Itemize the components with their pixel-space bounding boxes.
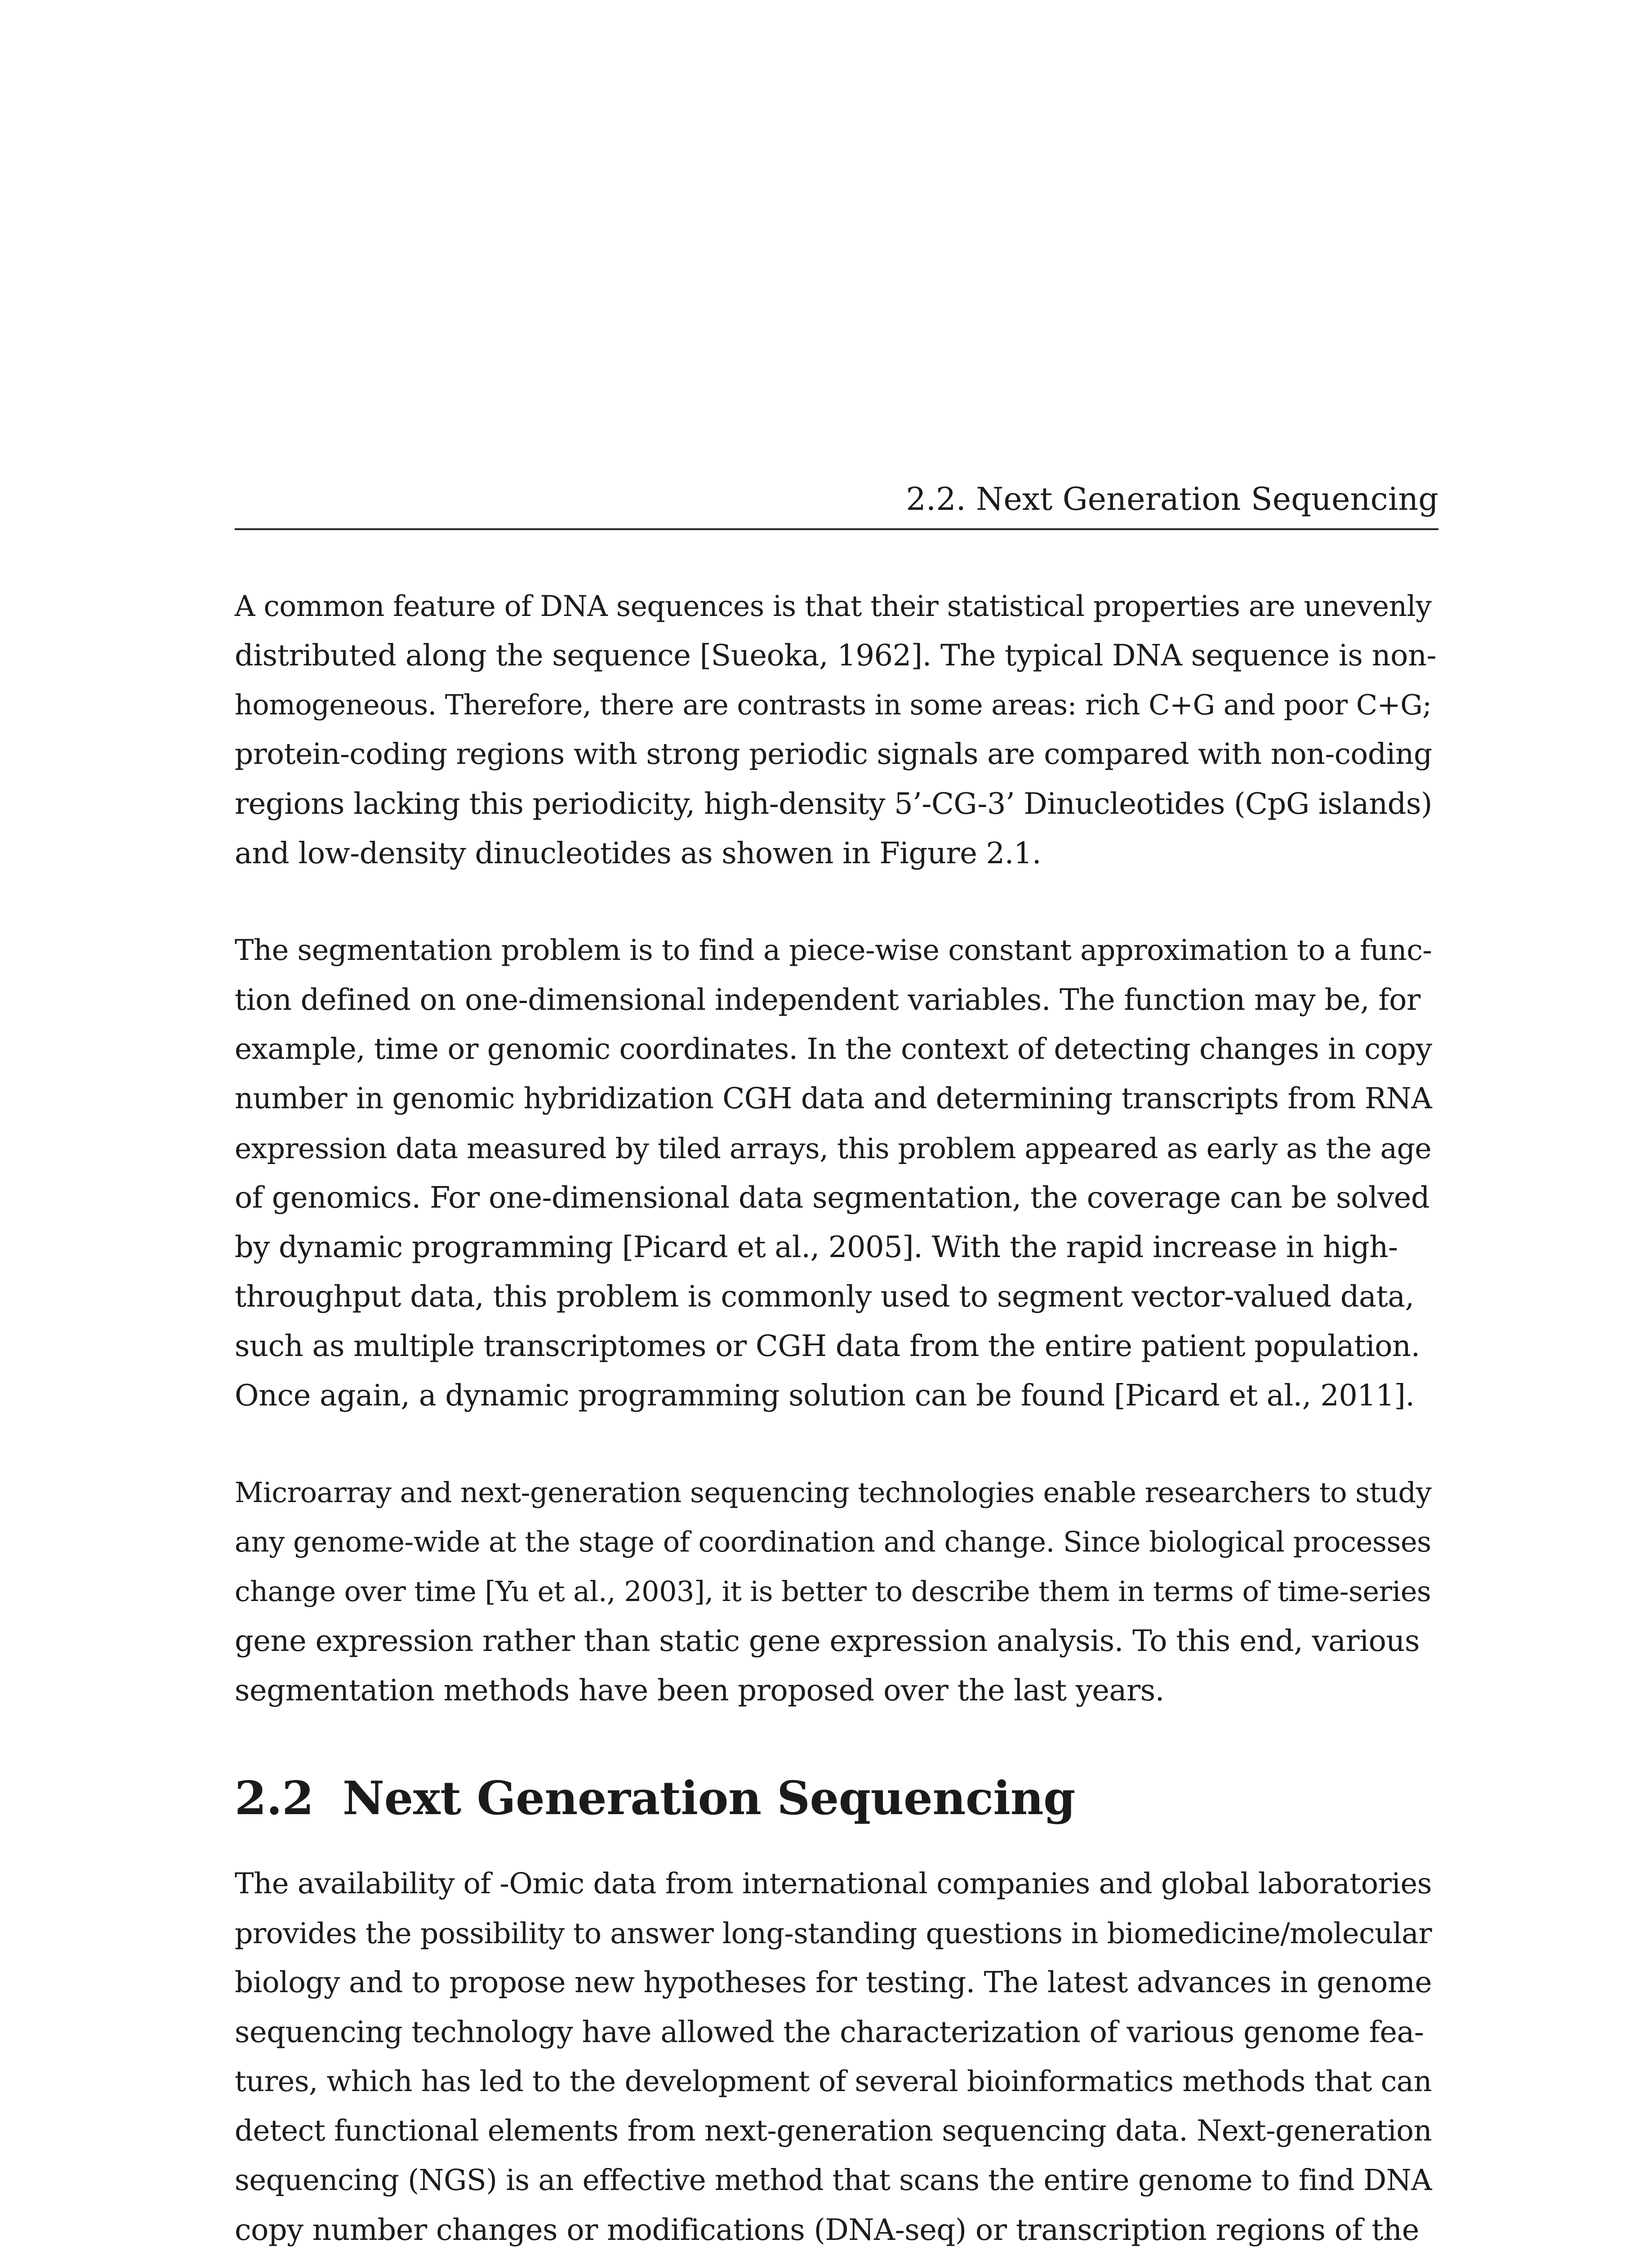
section-title: Next Generation Sequencing <box>343 1771 1075 1825</box>
text-line: sequencing technology have allowed the characterization of various genome fea- <box>235 2015 1424 2049</box>
text-line: gene expression rather than static gene expression analysis. To this end, various <box>235 1624 1420 1658</box>
text-line: Microarray and next-generation sequencing technologies enable researchers to study <box>235 1476 1432 1509</box>
text-line: and low-density dinucleotides as showen in Figure 2.1. <box>235 836 1042 870</box>
text-line: segmentation methods have been proposed over the last years. <box>235 1673 1164 1708</box>
paragraph-microarray <box>235 1468 1438 1715</box>
text-line: sequencing (NGS) is an effective method that scans the entire genome to find DNA <box>235 2163 1432 2197</box>
text-line: protein-coding regions with strong periodic signals are compared with non-coding <box>235 737 1432 771</box>
paragraph-segmentation-problem <box>235 926 1438 1420</box>
text-line: number in genomic hybridization CGH data and determining transcripts from RNA <box>235 1082 1432 1115</box>
running-header: 2.2. Next Generation Sequencing <box>906 481 1438 517</box>
text-line: such as multiple transcriptomes or CGH data from the entire patient population. <box>235 1329 1420 1363</box>
text-line: provides the possibility to answer long-standing questions in biomedicine/molecular <box>235 1917 1432 1950</box>
text-line: expression data measured by tiled arrays, this problem appeared as early as the age <box>235 1132 1432 1165</box>
text-line: of genomics. For one-dimensional data segmentation, the coverage can be solved <box>235 1181 1430 1215</box>
text-line: example, time or genomic coordinates. In the context of detecting changes in copy <box>235 1032 1432 1066</box>
text-line: detect functional elements from next-generation sequencing data. Next-generation <box>235 2114 1432 2148</box>
text-line: regions lacking this periodicity, high-density 5’-CG-3’ Dinucleotides (CpG islands) <box>235 787 1432 821</box>
paragraph-omic-data <box>235 1859 1438 2248</box>
paragraph-dna-heterogeneity <box>235 581 1438 878</box>
text-line: homogeneous. Therefore, there are contrasts in some areas: rich C+G and poor C+G; <box>235 688 1432 721</box>
text-line: copy number changes or modifications (DNA-seq) or transcription regions of the <box>235 2213 1419 2247</box>
text-line: by dynamic programming [Picard et al., 2005]. With the rapid increase in high- <box>235 1230 1398 1264</box>
text-line: Once again, a dynamic programming solution can be found [Picard et al., 2011]. <box>235 1378 1415 1413</box>
text-line: throughput data, this problem is commonly used to segment vector-valued data, <box>235 1280 1414 1314</box>
text-line: biology and to propose new hypotheses for testing. The latest advances in genome <box>235 1966 1432 1999</box>
text-line: distributed along the sequence [Sueoka, 1962]. The typical DNA sequence is non- <box>235 638 1436 673</box>
body-text <box>235 581 1438 2248</box>
text-line: any genome-wide at the stage of coordination and change. Since biological processes <box>235 1525 1431 1558</box>
text-line: The availability of -Omic data from international companies and global laboratories <box>235 1867 1432 1900</box>
header-rule <box>235 528 1438 530</box>
text-line: The segmentation problem is to find a piece-wise constant approximation to a func- <box>235 934 1432 967</box>
text-line: change over time [Yu et al., 2003], it is better to describe them in terms of time-series <box>235 1575 1431 1608</box>
section-number: 2.2 <box>235 1771 314 1825</box>
text-line: tures, which has led to the development of several bioinformatics methods that can <box>235 2065 1432 2098</box>
text-line: A common feature of DNA sequences is that their statistical properties are unevenly <box>235 589 1432 623</box>
section-heading <box>235 1769 1438 1828</box>
text-line: tion defined on one-dimensional independent variables. The function may be, for <box>235 983 1420 1017</box>
